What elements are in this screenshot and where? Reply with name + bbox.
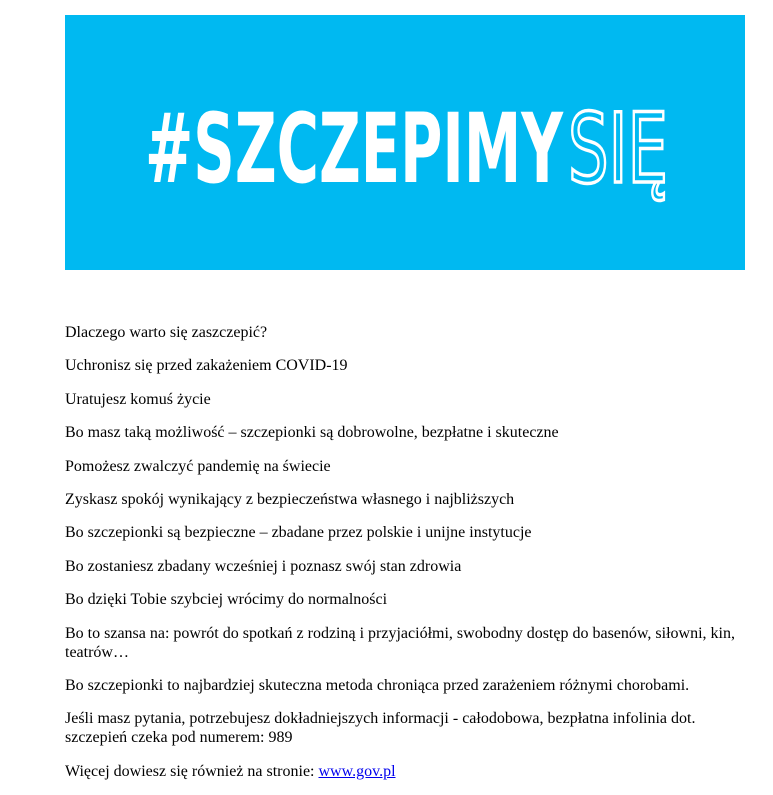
paragraph-more-info <box>65 762 755 781</box>
paragraph-reason: Pomożesz zwalczyć pandemię na świecie <box>65 457 331 475</box>
paragraph-reason: Bo szczepionki to najbardziej skuteczna metoda chroniąca przed zarażeniem różnymi chorobami. <box>65 676 690 694</box>
article-body <box>65 323 755 795</box>
gov-website-link[interactable]: www.gov.pl <box>318 762 396 780</box>
banner-logo-graphic <box>65 15 745 270</box>
paragraph-reason: Bo dzięki Tobie szybciej wrócimy do normalności <box>65 591 388 609</box>
paragraph-reason: Uratujesz komuś życie <box>65 390 211 408</box>
paragraph-reason: Bo zostaniesz zbadany wcześniej i poznasz swój stan zdrowia <box>65 557 462 575</box>
banner-outline-word: SIĘ <box>568 93 668 205</box>
paragraph-reason: Uchronisz się przed zakażeniem COVID-19 <box>65 357 348 375</box>
paragraph-reason: Bo masz taką możliwość – szczepionki są dobrowolne, bezpłatne i skuteczne <box>65 424 559 442</box>
banner-hashtag: #SZCZEPIMY <box>145 93 564 205</box>
paragraph-question: Dlaczego warto się zaszczepić? <box>65 324 268 341</box>
paragraph-infoline: Jeśli masz pytania, potrzebujesz dokładniejszych informacji - całodobowa, bezpłatna infolinia dot. szczepień czeka pod numerem: 989 <box>65 710 696 747</box>
more-info-text: Więcej dowiesz się również na stronie: <box>65 762 319 780</box>
paragraph-reason: Bo to szansa na: powrót do spotkań z rodziną i przyjaciółmi, swobodny dostęp do basenów, siłowni, kin, teatrów… <box>65 624 735 661</box>
paragraph-reason: Zyskasz spokój wynikający z bezpieczeństwa własnego i najbliższych <box>65 490 515 508</box>
campaign-banner <box>65 15 745 270</box>
paragraph-reason: Bo szczepionki są bezpieczne – zbadane przez polskie i unijne instytucje <box>65 524 532 542</box>
